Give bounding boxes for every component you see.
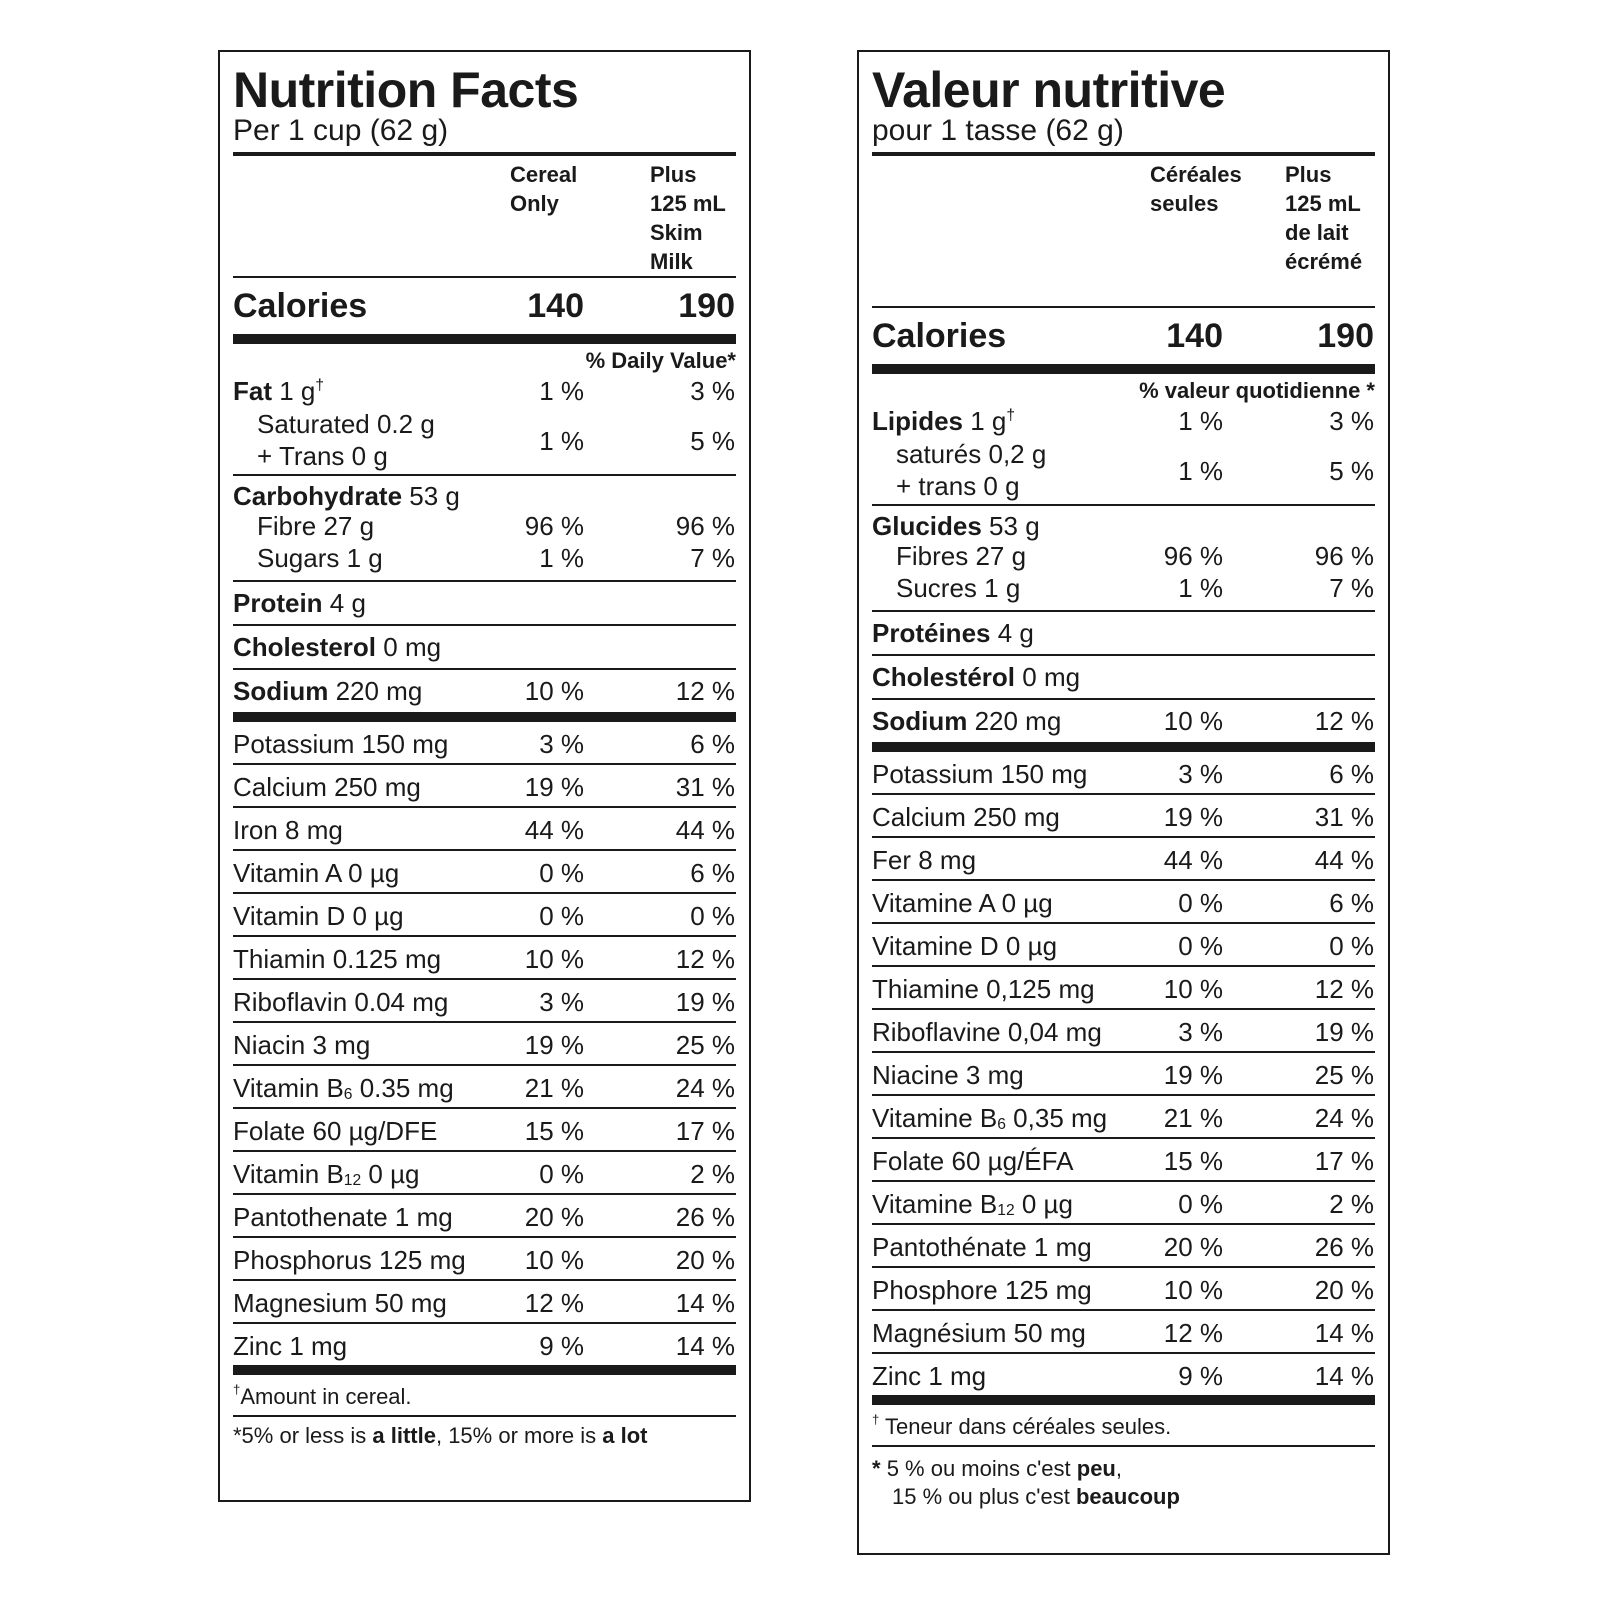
panel-title: Valeur nutritive (872, 62, 1226, 118)
carbohydrate-row: Carbohydrate 53 g (233, 481, 460, 511)
nutrient-row: Zinc 1 mg 9 % 14 % (233, 1331, 735, 1361)
nutrient-row: Zinc 1 mg 9 % 14 % (872, 1361, 1374, 1391)
column-header-cereal-only: Cereal Only (510, 162, 578, 216)
sugars-row: Sucres 1 g 1 % 7 % (896, 573, 1374, 603)
nutrient-row: Vitamine D 0 µg 0 % 0 % (872, 931, 1374, 961)
nutrient-row: Thiamine 0,125 mg 10 % 12 % (872, 974, 1374, 1004)
nutrient-row: Phosphore 125 mg 10 % 20 % (872, 1275, 1374, 1305)
daily-value-header: % valeur quotidienne * (1139, 378, 1375, 403)
cholesterol-row: Cholestérol 0 mg (872, 662, 1081, 692)
nutrient-row: Vitamin D 0 µg 0 % 0 % (233, 901, 735, 931)
column-header-with-milk: Plus 125 mL Skim Milk (650, 162, 726, 274)
nutrient-row: Iron 8 mg 44 % 44 % (233, 815, 735, 845)
sugars-row: Sugars 1 g 1 % 7 % (257, 543, 735, 573)
nutrient-row: Niacine 3 mg 19 % 25 % (872, 1060, 1374, 1090)
nutrient-row: Potassium 150 mg 3 % 6 % (872, 759, 1374, 789)
nutrient-row: Vitamin A 0 µg 0 % 6 % (233, 858, 735, 888)
cholesterol-row: Cholesterol 0 mg (233, 632, 442, 662)
divider-thick (233, 712, 736, 722)
nutrient-row: Phosphorus 125 mg 10 % 20 % (233, 1245, 735, 1275)
nutrient-row: Thiamin 0.125 mg 10 % 12 % (233, 944, 735, 974)
nutrient-row: Riboflavine 0,04 mg 3 % 19 % (872, 1017, 1374, 1047)
saturated-trans-row: Saturated 0.2 g + Trans 0 g 1 % 5 % (257, 409, 735, 471)
column-headers (233, 156, 736, 276)
nutrient-row: Pantothenate 1 mg 20 % 26 % (233, 1202, 735, 1232)
saturated-trans-row: saturés 0,2 g + trans 0 g 1 % 5 % (896, 439, 1374, 501)
divider-thick (872, 364, 1375, 374)
sodium-row: Sodium 220 mg 10 % 12 % (233, 676, 735, 706)
fibre-row: Fibres 27 g 96 % 96 % (896, 541, 1374, 571)
footnote-amount: †Amount in cereal. (233, 1382, 412, 1409)
nutrient-row: Riboflavin 0.04 mg 3 % 19 % (233, 987, 735, 1017)
column-headers (872, 156, 1375, 306)
divider-thick (233, 334, 736, 344)
nutrition-facts-panel-fr (857, 50, 1390, 1555)
divider-thick (872, 742, 1375, 752)
nutrient-row: Vitamin $B_{12}$ 0 µg 0 % 2 % (233, 1159, 735, 1189)
nutrient-row: Folate 60 µg/ÉFA 15 % 17 % (872, 1146, 1374, 1176)
nutrient-row: Potassium 150 mg 3 % 6 % (233, 729, 735, 759)
sodium-row: Sodium 220 mg 10 % 12 % (872, 706, 1374, 736)
footnote-daily-value: * 5 % ou moins c'est peu, 15 % ou plus c'est beaucoup (872, 1456, 1180, 1509)
nutrient-row: Folate 60 µg/DFE 15 % 17 % (233, 1116, 735, 1146)
carbohydrate-row: Glucides 53 g (872, 511, 1040, 541)
fat-row: Lipides 1 g† 1 % 3 % (872, 406, 1374, 436)
panel-title: Nutrition Facts (233, 62, 579, 118)
calories-row: Calories 140 190 (872, 317, 1374, 355)
nutrient-row: Vitamine $B_6$ 0,35 mg 21 % 24 % (872, 1103, 1374, 1133)
nutrient-row: Vitamine A 0 µg 0 % 6 % (872, 888, 1374, 918)
nutrient-row: Vitamine $B_{12}$ 0 µg 0 % 2 % (872, 1189, 1374, 1219)
nutrient-row: Pantothénate 1 mg 20 % 26 % (872, 1232, 1374, 1262)
nutrient-row: Magnésium 50 mg 12 % 14 % (872, 1318, 1374, 1348)
daily-value-header: % Daily Value* (585, 348, 736, 373)
nutrient-row: Fer 8 mg 44 % 44 % (872, 845, 1374, 875)
protein-row: Protéines 4 g (872, 618, 1034, 648)
nutrient-row: Calcium 250 mg 19 % 31 % (233, 772, 735, 802)
fat-row: Fat 1 g† 1 % 3 % (233, 376, 735, 406)
footnote-daily-value: *5% or less is a little, 15% or more is a lot (233, 1423, 648, 1448)
nutrient-row: Vitamin $B_6$ 0.35 mg 21 % 24 % (233, 1073, 735, 1103)
vitamins-minerals-list (233, 722, 736, 1365)
serving-size: Per 1 cup (62 g) (233, 114, 449, 147)
calories-row: Calories 140 190 (233, 287, 735, 325)
nutrient-row: Magnesium 50 mg 12 % 14 % (233, 1288, 735, 1318)
nutrient-row: Calcium 250 mg 19 % 31 % (872, 802, 1374, 832)
column-header-with-milk: Plus 125 mL de lait écrémé (1285, 162, 1363, 274)
protein-row: Protein 4 g (233, 588, 366, 618)
nutrient-row: Niacin 3 mg 19 % 25 % (233, 1030, 735, 1060)
serving-size: pour 1 tasse (62 g) (872, 114, 1124, 147)
column-header-cereal-only: Céréales seules (1150, 162, 1242, 216)
nutrition-facts-panel-en (218, 50, 751, 1502)
vitamins-minerals-list (872, 752, 1375, 1395)
fibre-row: Fibre 27 g 96 % 96 % (257, 511, 735, 541)
footnote-amount: † Teneur dans céréales seules. (872, 1412, 1172, 1439)
